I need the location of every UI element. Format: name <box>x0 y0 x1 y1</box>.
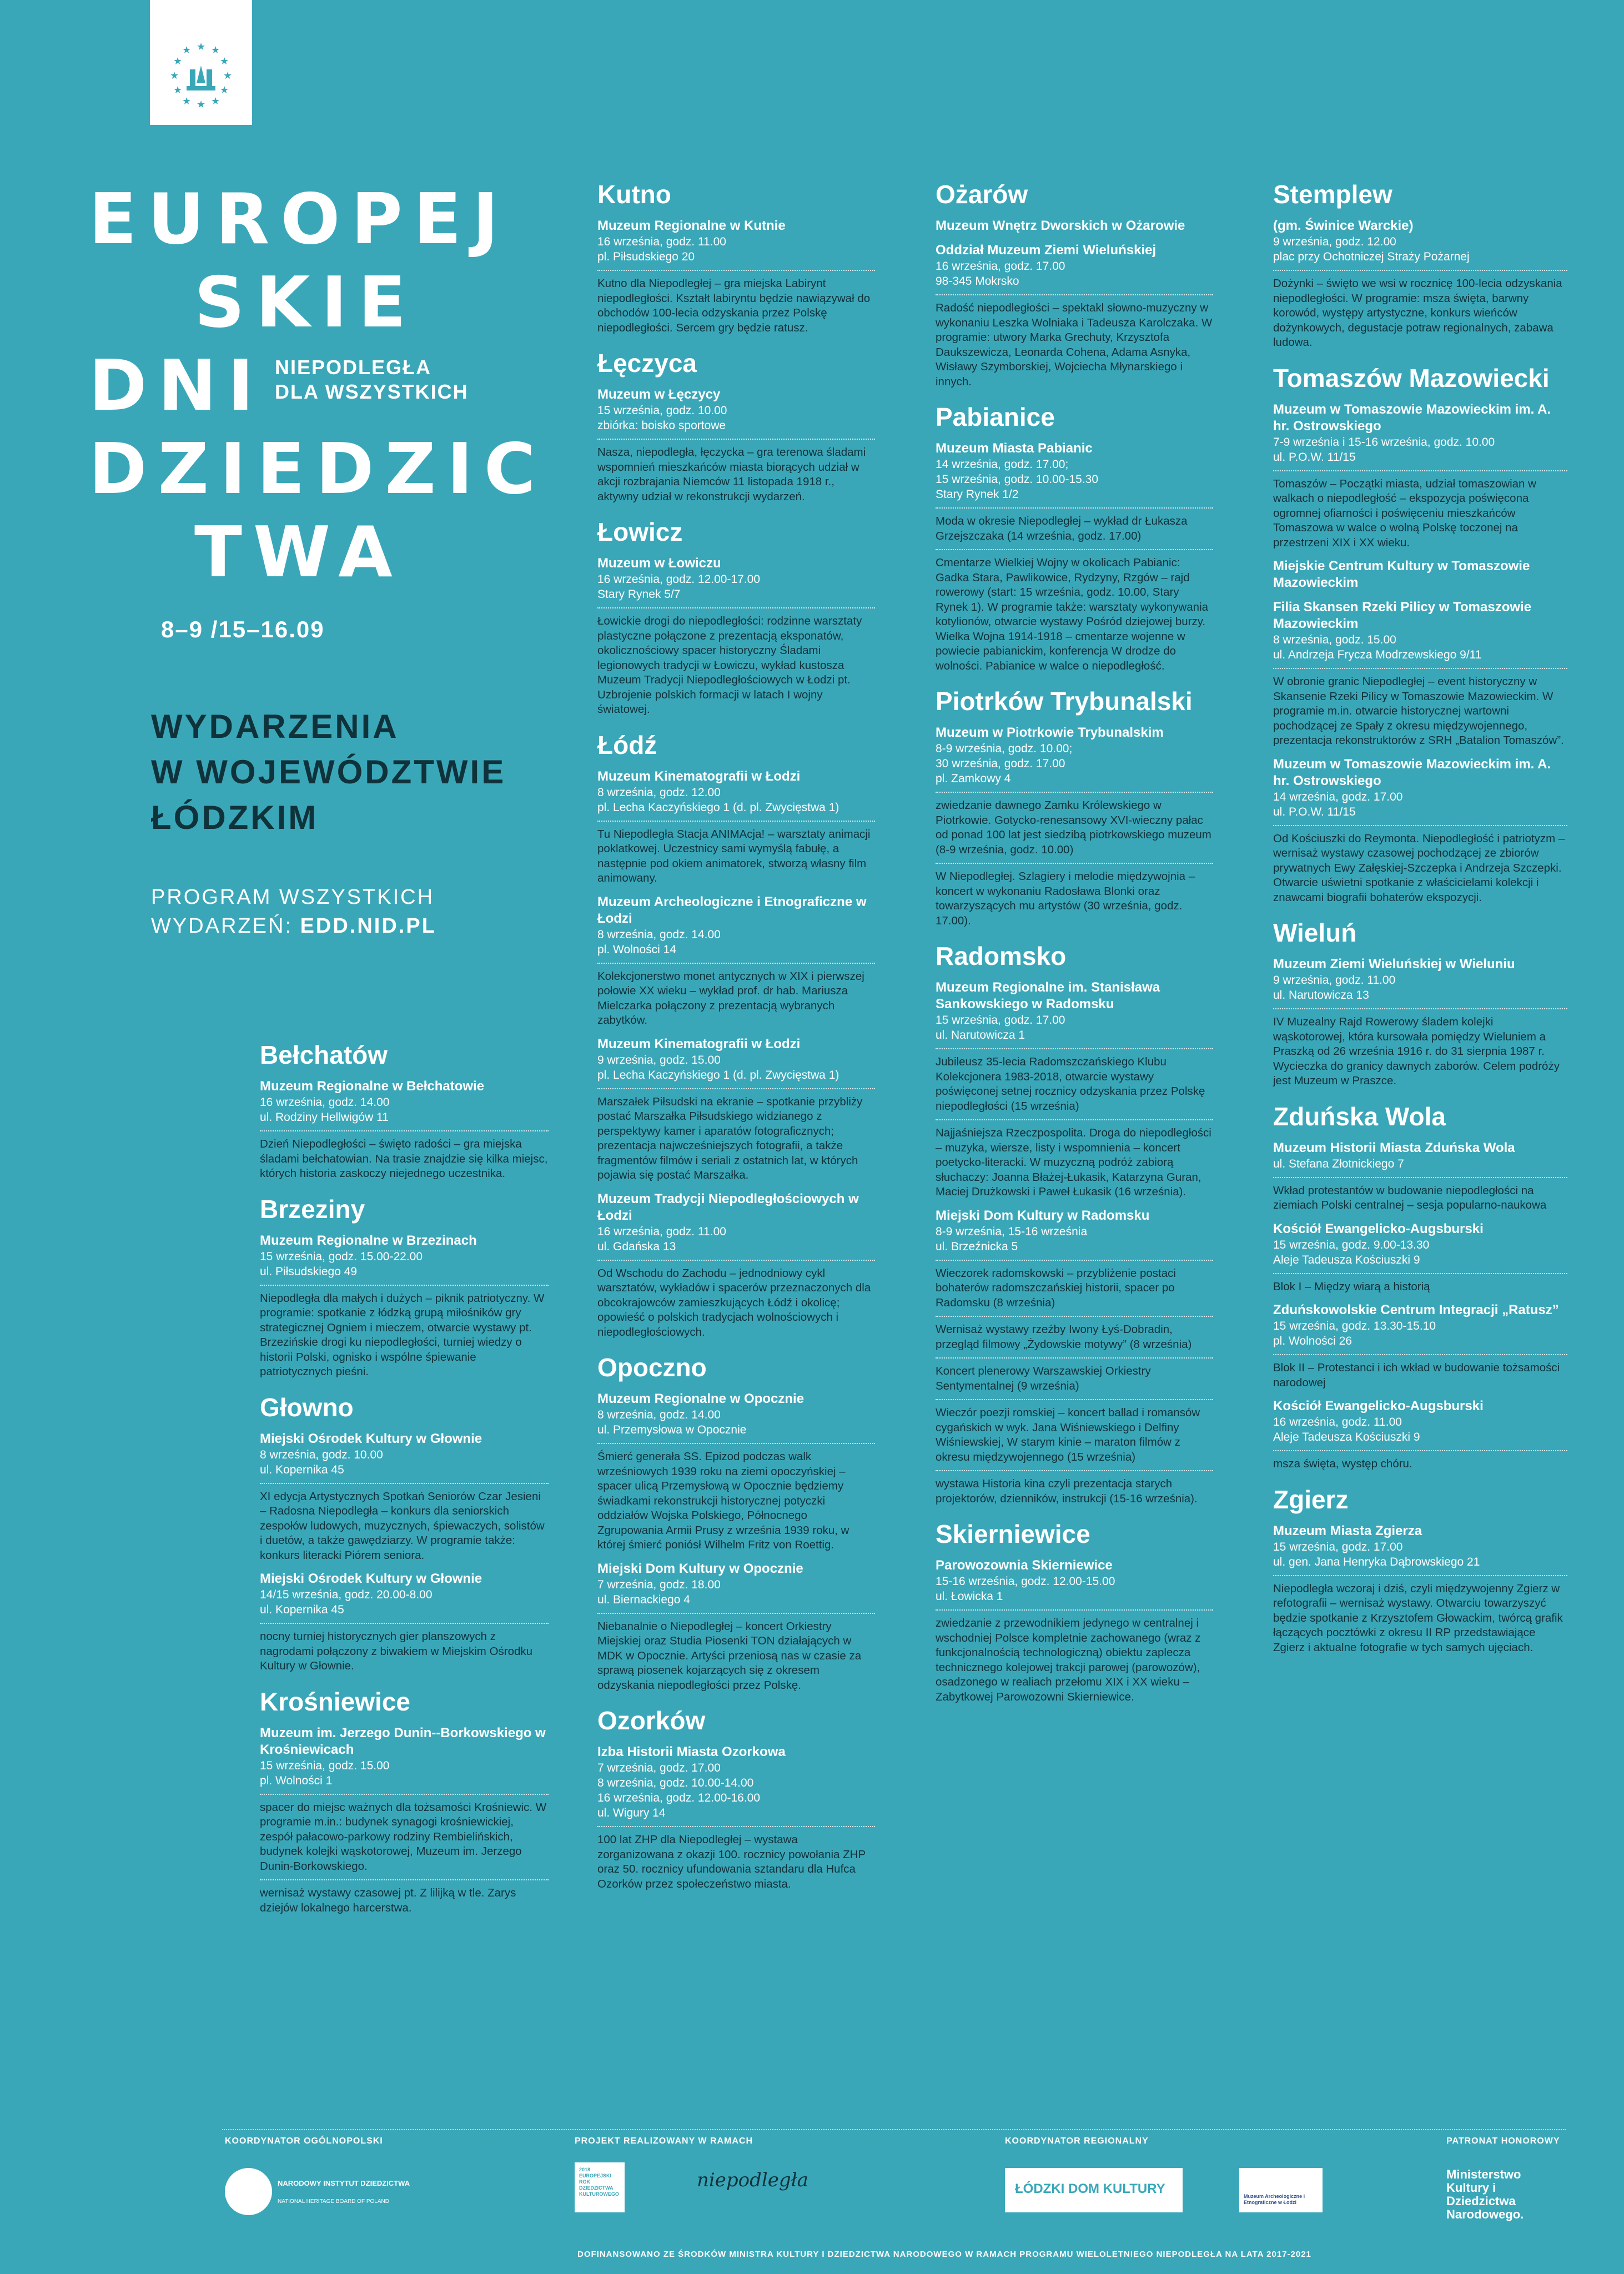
footer-label: KOORDYNATOR REGIONALNY <box>1005 2136 1149 2146</box>
city-heading: Ozorków <box>597 1706 706 1735</box>
venue-name: Muzeum Ziemi Wieluńskiej w Wieluniu <box>1273 957 1515 972</box>
event-meta: 16 września, godz. 11.00 Aleje Tadeusza Kościuszki 9 <box>1273 1416 1420 1443</box>
event-meta: 9 września, godz. 11.00 ul. Narutowicza 13 <box>1273 974 1396 1002</box>
footer-divider <box>222 2129 1566 2130</box>
title-line: TWA <box>194 511 404 593</box>
ldk-name: ŁÓDZKI DOM KULTURY <box>1015 2181 1165 2196</box>
venue-name: Muzeum Regionalne w Opocznie <box>597 1391 805 1406</box>
event-description: Wernisaż wystawy rzeźby Iwony Łyś-Dobradin, przegląd filmowy „Żydowskie motywy” (8 września) <box>936 1316 1213 1352</box>
event-meta: 14 września, godz. 17.00 ul. P.O.W. 11/15 <box>1273 790 1403 818</box>
city-heading: Stemplew <box>1273 180 1392 209</box>
event-dates: 8–9 /15–16.09 <box>161 616 325 642</box>
event-description: Niebanalnie o Niepodległej – koncert Orkiestry Miejskiej oraz Studia Piosenki TON działających w MDK w Opocznie. Artyści przeniosą nas w czasie za sprawą piosenek kojarzących się z okresem odzyskania niepodległości przez Polskę. <box>597 1613 875 1693</box>
venue-name: Muzeum Regionalne im. Stanisława Sankowskiego w Radomsku <box>936 980 1160 1012</box>
venue-name: Izba Historii Miasta Ozorkowa <box>597 1744 786 1759</box>
city-heading: Ożarów <box>936 180 1028 209</box>
events-column-4 <box>1273 167 1567 1655</box>
event-description: Niepodległa wczoraj i dziś, czyli międzywojenny Zgierz w refotografii – wernisaż wystawy. Otwarciu towarzyszyć będzie spotkanie z Krzysztofem Głowackim, twórcą grafik łączących pocztówki z okresu II RP przedstawiające Zgierz i aktualne fotografie w tych samych ujęciach. <box>1273 1575 1567 1656</box>
event-meta: 15 września, godz. 15.00 pl. Wolności 1 <box>260 1759 390 1787</box>
program-line: WYDARZEŃ: <box>151 914 293 938</box>
city-heading: Pabianice <box>936 403 1055 431</box>
svg-text:★: ★ <box>182 44 192 56</box>
svg-text:★: ★ <box>173 84 183 96</box>
subtitle: NIEPODLEGŁA DLA WSZYSTKICH <box>275 356 469 403</box>
city-heading: Łódź <box>597 730 657 759</box>
museum-logo <box>1239 2168 1323 2212</box>
event-description: wystawa Historia kina czyli prezentacja starych projektorów, dzienników, instrukcji (15-16 września). <box>936 1470 1213 1506</box>
event-description: Kolekcjonerstwo monet antycznych w XIX i pierwszej połowie XX wieku – wykład prof. dr hab. Mariusza Mielczarka połączony z prezentacją wybranych zabytków. <box>597 963 875 1028</box>
venue-name: Muzeum w Łowiczu <box>597 556 721 571</box>
event-meta: 8 września, godz. 14.00 ul. Przemysłowa w Opocznie <box>597 1408 747 1436</box>
event-meta: 8 września, godz. 15.00 ul. Andrzeja Frycza Modrzewskiego 9/11 <box>1273 633 1482 661</box>
event-description: 100 lat ZHP dla Niepodległej – wystawa zorganizowana z okazji 100. rocznicy powołania ZHP oraz 50. rocznicy ufundowania sztandaru dla Hufca Ozorków przez społeczeństwo miasta. <box>597 1826 875 1891</box>
city-heading: Bełchatów <box>260 1040 388 1069</box>
year-badge-logo <box>575 2162 625 2212</box>
svg-text:★: ★ <box>182 95 192 107</box>
event-meta: 9 września, godz. 12.00 plac przy Ochotniczej Straży Pożarnej <box>1273 235 1470 263</box>
event-meta: 9 września, godz. 15.00 pl. Lecha Kaczyńskiego 1 (d. pl. Zwycięstwa 1) <box>597 1053 839 1081</box>
venue-name: Parowozownia Skierniewice <box>936 1558 1113 1573</box>
event-meta: 7-9 września i 15-16 września, godz. 10.00 ul. P.O.W. 11/15 <box>1273 435 1495 464</box>
city-heading: Głowno <box>260 1392 354 1422</box>
title-line: SKIE <box>194 261 418 343</box>
event-description: spacer do miejsc ważnych dla tożsamości Krośniewic. W programie m.in.: budynek synagogi krośniewickiej, zespół pałacowo-parkowy rodziny Rembielińskich, budynek kolejki wąskotorowej, Muzeum im. Jerzego Dunin-Borkowskiego. <box>260 1794 549 1874</box>
event-description: Koncert plenerowy Warszawskiej Orkiestry Sentymentalnej (9 września) <box>936 1357 1213 1393</box>
events-heading-line: W WOJEWÓDZTWIE <box>151 753 506 791</box>
event-meta: 8 września, godz. 14.00 pl. Wolności 14 <box>597 928 721 956</box>
event-description: Śmierć generała SS. Epizod podczas walk wrześniowych 1939 roku na ziemi opoczyńskiej – spacer ulicą Przemysłową w Opocznie będziemy świadkami rekonstrukcji historycznej potyczki oddziałów Wojska Polskiego, Północnego Zgrupowania Armii Prusy z września 1939 roku, w której śmierć poniósł Wilhelm Fritz von Roettig. <box>597 1443 875 1553</box>
event-description: Blok II – Protestanci i ich wkład w budowanie tożsamości narodowej <box>1273 1354 1567 1390</box>
program-line: PROGRAM WSZYSTKICH <box>151 886 435 909</box>
ldk-logo <box>1005 2168 1183 2212</box>
venue-name: Muzeum Regionalne w Bełchatowie <box>260 1079 485 1094</box>
venue-name: Miejskie Centrum Kultury w Tomaszowie Mazowieckim <box>1273 559 1530 590</box>
event-meta: 15-16 września, godz. 12.00-15.00 ul. Łowicka 1 <box>936 1575 1115 1603</box>
title-line: EUROPEJ <box>89 178 510 260</box>
event-meta: 7 września, godz. 18.00 ul. Biernackiego 4 <box>597 1578 721 1606</box>
event-description: Radość niepodległości – spektakl słowno-muzyczny w wykonaniu Leszka Wolniaka i Tadeusza Karolczaka. W programie: utwory Marka Grechuty, Krzysztofa Daukszewicza, Leonarda Cohena, Adama Asnyka, Wisławy Szymborskiej, Wojciecha Młynarskiego i innych. <box>936 294 1213 389</box>
venue-name: Muzeum im. Jerzego Dunin--Borkowskiego w Krośniewicach <box>260 1725 546 1757</box>
svg-text:★: ★ <box>211 44 220 56</box>
event-meta: 8-9 września, 15-16 września ul. Brzeźnicka 5 <box>936 1225 1088 1253</box>
city-heading: Tomaszów Mazowiecki <box>1273 363 1550 393</box>
event-description: Najjaśniejsza Rzeczpospolita. Droga do niepodległości – muzyka, wiersze, listy i wspomnienia – koncert poetycko-literacki. W muzyczną podróż zabiorą słuchaczy: Joanna Błażej-Łukasik, Katarzyna Guran, Maciej Drużkowski i Paweł Łukasik (16 września). <box>936 1119 1213 1200</box>
venue-name: Muzeum Archeologiczne i Etnograficzne w Łodzi <box>597 894 867 926</box>
event-description: Od Kościuszki do Reymonta. Niepodległość i patriotyzm – wernisaż wystawy czasowej pochodzącej ze zbiorów prywatnych Ewy Załęskiej-Szczepka i Andrzeja Szczepki. Otwarcie uświetni spotkanie z właścicielami kolekcji i znawcami biografii bohaterów ekspozycji. <box>1273 825 1567 905</box>
svg-text:★: ★ <box>211 95 220 107</box>
svg-text:★: ★ <box>197 99 206 110</box>
event-description: Cmentarze Wielkiej Wojny w okolicach Pabianic: Gadka Stara, Pawlikowice, Rydzyny, Rzgów – rajd rowerowy (start: 15 września, godz. 10.00, Stary Rynek 1). W programie także: warsztaty wykonywania kotylionów, otwarcie wystawy Pośród dziejowej burzy. Wielka Wojna 1914-1918 – cmentarze wojenne w powiecie pabianickim, konferencja W drodze do wolności. Pabianice w walce o niepodległość. <box>936 549 1213 673</box>
venue-name: Muzeum Kinematografii w Łodzi <box>597 768 801 784</box>
funding-note: DOFINANSOWANO ZE ŚRODKÓW MINISTRA KULTURY I DZIEDZICTWA NARODOWEGO W RAMACH PROGRAMU WIELOLETNIEGO NIEPODLEGŁA NA LATA 2017-2021 <box>577 2250 1311 2259</box>
event-description: Marszałek Piłsudski na ekranie – spotkanie przybliży postać Marszałka Piłsudskiego widzianego z perspektywy kamer i aparatów fotograficznych; prezentacja najwcześniejszych fotografii, a także fragmentów filmów i seriali z ostatnich lat, w których pojawia się postać Marszałka. <box>597 1088 875 1183</box>
event-description: Niepodległa dla małych i dużych – piknik patriotyczny. W programie: spotkanie z łódzką grupą miłośników gry strategicznej Ogniem i mieczem, otwarcie wystawy pt. Brzezińskie drogi ku niepodległości, turniej wiedzy o historii Polski, ognisko i wspólne śpiewanie patriotycznych pieśni. <box>260 1285 549 1380</box>
event-description: zwiedzanie z przewodnikiem jedynego w centralnej i wschodniej Polsce kompletnie zachowanego (wraz z funkcjonalnością technologiczną) obiektu zaplecza technicznego kolejowej trakcji parowej (parowozów), osadzonego w realiach przełomu XIX i XX wieku – Zabytkowej Parowozowni Skierniewice. <box>936 1609 1213 1704</box>
event-description: Od Wschodu do Zachodu – jednodniowy cykl warsztatów, wykładów i spacerów przeznaczonych dla obcokrajowców zamieszkujących Łódź i okolicę; opowieść o polskich tradycjach wolnościowych i niepodległościowych. <box>597 1260 875 1340</box>
stars-castle-icon <box>150 0 252 125</box>
venue-name: Miejski Dom Kultury w Opocznie <box>597 1561 803 1576</box>
niepodlegla-logo: niepodległa <box>697 2169 808 2191</box>
events-column-2 <box>597 167 875 1891</box>
event-description: IV Muzealny Rajd Rowerowy śladem kolejki wąskotorowej, która kursowała pomiędzy Wieluniem a Praszką od 26 września 1916 r. do 31 sierpnia 1987 r. Wycieczka do granicy dawnych zaborów. Celem podróży jest Muzeum w Praszce. <box>1273 1008 1567 1089</box>
event-description: Tomaszów – Początki miasta, udział tomaszowian w walkach o niepodległość – ekspozycja poświęcona ogromnej ofiarności i poświęceniu mieszkańców Tomaszowa w walce o wolną Polskę toczonej na przestrzeni XIX i XX wieku. <box>1273 470 1567 551</box>
event-meta: 16 września, godz. 14.00 ul. Rodziny Hellwigów 11 <box>260 1096 390 1124</box>
city-heading: Zduńska Wola <box>1273 1101 1446 1131</box>
venue-name: Kościół Ewangelicko-Augsburski <box>1273 1221 1484 1236</box>
event-description: Tu Niepodległa Stacja ANIMAcja! – warsztaty animacji poklatkowej. Uczestnicy sami wymyślą fabułę, a następnie pod okiem animatorek, stworzą własny film animowany. <box>597 821 875 886</box>
events-heading <box>151 704 506 841</box>
venue-name: Muzeum w Łęczycy <box>597 387 721 402</box>
svg-text:★: ★ <box>197 41 206 53</box>
events-heading-line: ŁÓDZKIM <box>151 799 319 836</box>
nid-name: NARODOWY INSTYTUT DZIEDZICTWA <box>278 2179 410 2187</box>
event-meta: 15 września, godz. 10.00 zbiórka: boisko sportowe <box>597 404 727 432</box>
event-description: Kutno dla Niepodległej – gra miejska Labirynt niepodległości. Kształt labiryntu będzie nawiązywał do obchodów 100-lecia odzyskania przez Polskę niepodległości. Sercem gry będzie ratusz. <box>597 270 875 335</box>
event-description: Wieczorek radomskowski – przybliżenie postaci bohaterów radomszczańskiej historii, spacer po Radomsku (8 września) <box>936 1260 1213 1311</box>
svg-text:★: ★ <box>173 56 183 67</box>
year-badge-text: 2018 EUROPEJSKI ROK DZIEDZICTWA KULTUROWEGO <box>579 2167 619 2197</box>
event-description: Jubileusz 35-lecia Radomszczańskiego Klubu Kolekcjonera 1983-2018, otwarcie wystawy poświęconej setnej rocznicy odzyskania przez Polskę niepodległości (15 września) <box>936 1048 1213 1114</box>
events-heading-line: WYDARZENIA <box>151 708 399 745</box>
event-meta: ul. Stefana Złotnickiego 7 <box>1273 1157 1404 1170</box>
city-heading: Krośniewice <box>260 1687 410 1716</box>
program-info <box>151 883 436 940</box>
svg-text:★: ★ <box>223 70 233 82</box>
event-description: Nasza, niepodległa, łęczycka – gra terenowa śladami wspomnień mieszkańców miasta biorących udział w akcji rozbrajania Niemców 11 listopada 1918 r., aktywny udział w rekonstrukcji wydarzeń. <box>597 439 875 504</box>
city-heading: Piotrków Trybunalski <box>936 687 1193 716</box>
events-column-1 <box>260 1027 549 1915</box>
venue-name: Kościół Ewangelicko-Augsburski <box>1273 1398 1484 1413</box>
venue-name: Muzeum Tradycji Niepodległościowych w Łodzi <box>597 1191 859 1223</box>
event-meta: 16 września, godz. 11.00 pl. Piłsudskiego 20 <box>597 235 726 263</box>
event-description: Dożynki – święto we wsi w rocznicę 100-lecia odzyskania niepodległości. W programie: msza święta, barwny korowód, występy artystyczne, konkurs wieńców dożynkowych, degustacje potraw regionalnych, zabawa ludowa. <box>1273 270 1567 350</box>
venue-name: Oddział Muzeum Ziemi Wieluńskiej <box>936 243 1157 258</box>
ministry-logo: Ministerstwo Kultury i Dziedzictwa Narodowego. <box>1446 2167 1524 2221</box>
city-heading: Łowicz <box>597 517 683 546</box>
event-meta: 15 września, godz. 9.00-13.30 Aleje Tadeusza Kościuszki 9 <box>1273 1238 1430 1266</box>
footer-label: PATRONAT HONOROWY <box>1446 2136 1560 2146</box>
nid-logo <box>225 2168 272 2215</box>
venue-name: Muzeum Miasta Pabianic <box>936 441 1093 456</box>
city-heading: Zgierz <box>1273 1485 1349 1514</box>
venue-name: Muzeum Wnętrz Dworskich w Ożarowie <box>936 218 1185 233</box>
museum-logo-name: Muzeum Archeologiczne i Etnograficzne w Łodzi <box>1244 2193 1305 2205</box>
footer-label: PROJEKT REALIZOWANY W RAMACH <box>575 2136 753 2146</box>
event-meta: 16 września, godz. 11.00 ul. Gdańska 13 <box>597 1225 726 1253</box>
event-meta: 7 września, godz. 17.00 8 września, godz. 10.00-14.00 16 września, godz. 12.00-16.00 ul. Wigury 14 <box>597 1762 761 1819</box>
venue-name: Muzeum w Tomaszowie Mazowieckim im. A. hr. Ostrowskiego <box>1273 756 1551 788</box>
event-description: Blok I – Między wiarą a historią <box>1273 1273 1567 1295</box>
venue-name: Muzeum Regionalne w Brzezinach <box>260 1232 477 1248</box>
event-description: Wieczór poezji romskiej – koncert ballad i romansów cygańskich w wyk. Jana Wiśniewskiego i Delfiny Wiśniewskiej, W starym kinie – maraton filmów z okresu międzywojennego (15 września) <box>936 1399 1213 1465</box>
city-heading: Wieluń <box>1273 918 1357 947</box>
venue-name: Zduńskowolskie Centrum Integracji „Ratusz” <box>1273 1302 1559 1317</box>
city-heading: Łęczyca <box>597 349 697 378</box>
event-meta: 15 września, godz. 17.00 ul. gen. Jana Henryka Dąbrowskiego 21 <box>1273 1540 1480 1568</box>
event-meta: 8 września, godz. 10.00 ul. Kopernika 45 <box>260 1448 383 1476</box>
nid-subname: NATIONAL HERITAGE BOARD OF POLAND <box>278 2198 389 2205</box>
venue-name: Miejski Dom Kultury w Radomsku <box>936 1208 1150 1223</box>
venue-name: Filia Skansen Rzeki Pilicy w Tomaszowie Mazowieckim <box>1273 600 1532 631</box>
svg-text:★: ★ <box>220 56 229 67</box>
event-meta: 15 września, godz. 15.00-22.00 ul. Piłsudskiego 49 <box>260 1250 423 1278</box>
event-description: W Niepodległej. Szlagiery i melodie międzywojnia – koncert w wykonaniu Radosława Blonki oraz towarzyszących mu artystów (30 września, godz. 17.00). <box>936 863 1213 928</box>
event-description: msza święta, występ chóru. <box>1273 1450 1567 1472</box>
venue-name: Muzeum Kinematografii w Łodzi <box>597 1036 801 1052</box>
event-meta: 8-9 września, godz. 10.00; 30 września, godz. 17.00 pl. Zamkowy 4 <box>936 742 1073 785</box>
event-meta: 15 września, godz. 13.30-15.10 pl. Wolności 26 <box>1273 1320 1436 1347</box>
event-description: wernisaż wystawy czasowej pt. Z lilijką w tle. Zarys dziejów lokalnego harcerstwa. <box>260 1879 549 1915</box>
event-description: zwiedzanie dawnego Zamku Królewskiego w Piotrkowie. Gotycko-renesansowy XVI-wieczny pałac od ponad 100 lat jest siedzibą piotrkowskiego muzeum (8-9 września, godz. 10.00) <box>936 792 1213 857</box>
venue-name: Muzeum Regionalne w Kutnie <box>597 218 786 233</box>
events-column-3 <box>936 167 1213 1704</box>
title-line: DNI <box>89 345 265 426</box>
svg-text:★: ★ <box>170 70 179 82</box>
event-meta: 16 września, godz. 12.00-17.00 Stary Rynek 5/7 <box>597 573 761 601</box>
svg-text:★: ★ <box>220 84 229 96</box>
venue-name: Muzeum Miasta Zgierza <box>1273 1523 1422 1538</box>
city-heading: Kutno <box>597 180 671 209</box>
venue-name: Muzeum w Piotrkowie Trybunalskim <box>936 725 1164 740</box>
event-description: W obronie granic Niepodległej – event historyczny w Skansenie Rzeki Pilicy w Tomaszowie Mazowieckim. W programie m.in. otwarcie historycznej wartowni pochodzącej ze Spały z okresu międzywojennego, prezentacja rekonstruktorów z SRH „Batalion Tomaszów”. <box>1273 668 1567 748</box>
event-description: Wkład protestantów w budowanie niepodległości na ziemiach Polski centralnej – sesja popularno-naukowa <box>1273 1177 1567 1213</box>
city-heading: Opoczno <box>597 1353 707 1382</box>
event-meta: 14/15 września, godz. 20.00-8.00 ul. Kopernika 45 <box>260 1588 433 1616</box>
event-description: Łowickie drogi do niepodległości: rodzinne warsztaty plastyczne połączone z prezentacją eksponatów, okolicznościowy spacer historyczny Śladami legionowych tradycji w Łowiczu, wykład kustosza Muzeum Tradycji Niepodległościowych w Łodzi pt. Uzbrojenie polskich formacji w latach I wojny światowej. <box>597 607 875 717</box>
event-description: Moda w okresie Niepodległej – wykład dr Łukasza Grzejszczaka (14 września, godz. 17.00) <box>936 507 1213 544</box>
event-meta: 15 września, godz. 17.00 ul. Narutowicza 1 <box>936 1014 1065 1042</box>
city-heading: Brzeziny <box>260 1194 365 1224</box>
edd-logo <box>150 0 252 125</box>
venue-name: Muzeum Historii Miasta Zduńska Wola <box>1273 1140 1515 1155</box>
venue-name: (gm. Świnice Warckie) <box>1273 218 1414 233</box>
city-heading: Radomsko <box>936 942 1067 970</box>
venue-name: Miejski Ośrodek Kultury w Głownie <box>260 1431 482 1446</box>
event-description: Dzień Niepodległości – święto radości – gra miejska śladami bełchatowian. Na trasie znajdzie się kilka miejsc, których historia zaskoczy niejednego uczestnika. <box>260 1130 549 1181</box>
footer-label: KOORDYNATOR OGÓLNOPOLSKI <box>225 2136 383 2146</box>
venue-name: Muzeum w Tomaszowie Mazowieckim im. A. hr. Ostrowskiego <box>1273 401 1551 434</box>
title-line: DZIEDZIC <box>89 428 547 510</box>
event-description: XI edycja Artystycznych Spotkań Seniorów Czar Jesieni – Radosna Niepodległa – konkurs dla seniorskich zespołów ludowych, muzycznych, śpiewaczych, solistów i duetów, a także gawędziarzy. W programie także: konkurs literacki Piórem seniora. <box>260 1483 549 1563</box>
venue-name: Miejski Ośrodek Kultury w Głownie <box>260 1571 482 1586</box>
city-heading: Skierniewice <box>936 1520 1090 1548</box>
event-meta: 8 września, godz. 12.00 pl. Lecha Kaczyńskiego 1 (d. pl. Zwycięstwa 1) <box>597 786 839 814</box>
event-meta: 16 września, godz. 17.00 98-345 Mokrsko <box>936 260 1065 288</box>
event-meta: 14 września, godz. 17.00; 15 września, godz. 10.00-15.30 Stary Rynek 1/2 <box>936 458 1099 501</box>
program-url-link[interactable]: EDD.NID.PL <box>300 914 436 938</box>
event-description: nocny turniej historycznych gier planszowych z nagrodami połączony z biwakiem w Miejskim Ośrodku Kultury w Głownie. <box>260 1623 549 1674</box>
